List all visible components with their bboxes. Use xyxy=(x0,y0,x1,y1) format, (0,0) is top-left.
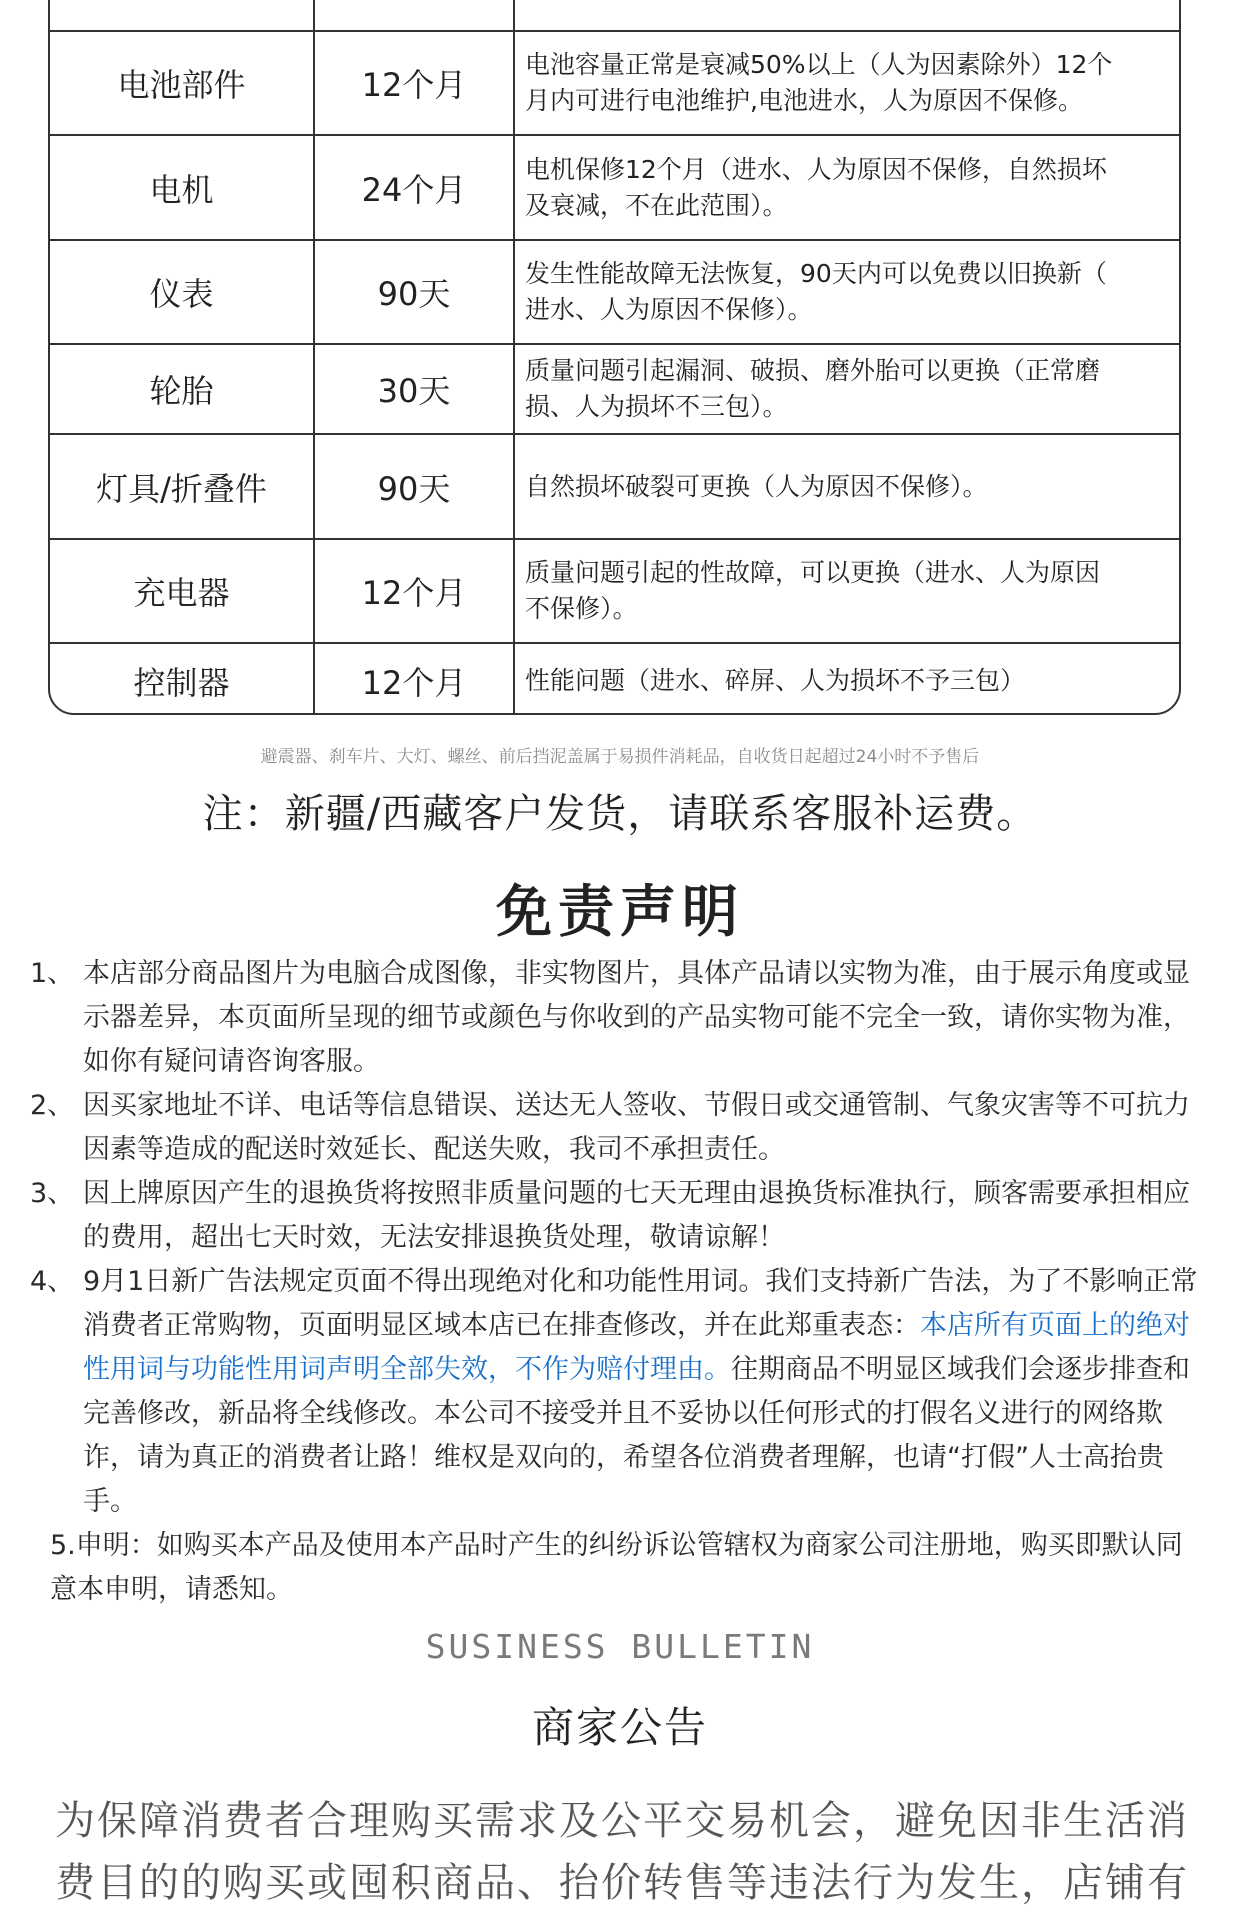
part-cell: 充电器 xyxy=(50,539,314,643)
warranty-terms-cell xyxy=(514,643,1179,715)
terms-line: 损、人为损坏不三包）。 xyxy=(525,392,788,421)
part-cell: 仪表 xyxy=(50,240,314,344)
clause-text: 9月1日新广告法规定页面不得出现绝对化和功能性用词。我们支持新广告法，为了不影响正常消费者正常购物，页面明显区域本店已在排查修改，并在此郑重表态： xyxy=(83,1266,1198,1341)
warranty-terms-cell xyxy=(514,539,1179,643)
terms-line: 质量问题引起漏洞、破损、磨外胎可以更换（正常磨 xyxy=(525,356,1101,385)
terms-line: 自然损坏破裂可更换（人为原因不保修）。 xyxy=(525,471,988,501)
table-row xyxy=(50,135,1179,240)
warranty-terms-cell xyxy=(514,135,1179,240)
clause-3 xyxy=(30,1172,1200,1260)
clause-5: 5.申明：如购买本产品及使用本产品时产生的纠纷诉讼管辖权为商家公司注册地，购买即默认同意本申明，请悉知。 xyxy=(50,1530,1183,1605)
part-cell xyxy=(50,0,314,31)
table-row xyxy=(50,434,1179,539)
clause-text: 往期商品不明显区域我们会逐步排查和完善修改，新品将全线修改。本公司不接受并且不妥协以任何形式的打假名义进行的网络欺诈，请为真正的消费者让路！维权是双向的，希望各位消费者理解，也请“打假”人士高抬贵手。 xyxy=(83,1354,1190,1517)
clause-number: 2、 xyxy=(30,1090,75,1121)
table-row xyxy=(50,539,1179,643)
warranty-period-cell: 12个月 xyxy=(314,539,514,643)
part-cell: 电机 xyxy=(50,135,314,240)
warranty-period-cell: 90天 xyxy=(314,434,514,539)
terms-line: 性能问题（进水、碎屏、人为损坏不予三包） xyxy=(525,665,1026,695)
clause-text: 因上牌原因产生的退换货将按照非质量问题的七天无理由退换货标准执行，顾客需要承担相应的费用，超出七天时效，无法安排退换货处理，敬请谅解！ xyxy=(83,1178,1190,1253)
bulletin-line: 为保障消费者合理购买需求及公平交易机会，避免因非生活消 xyxy=(55,1798,1189,1844)
bulletin-body xyxy=(55,1790,1195,1914)
terms-line: 电池容量正常是衰减50%以上（人为因素除外）12个 xyxy=(525,50,1113,79)
warranty-terms-cell xyxy=(514,240,1179,344)
clause-1 xyxy=(30,952,1200,1084)
terms-line: 不保修）。 xyxy=(525,594,638,623)
table-row xyxy=(50,31,1179,135)
warranty-period-cell: 30天 xyxy=(314,344,514,434)
clause-number: 3、 xyxy=(30,1178,75,1209)
warranty-period-cell xyxy=(314,0,514,31)
disclaimer-clauses xyxy=(30,952,1200,1612)
clause-4 xyxy=(30,1260,1200,1524)
consumables-note: 避震器、刹车片、大灯、螺丝、前后挡泥盖属于易损件消耗品，自收货日起超过24小时不予售后 xyxy=(260,747,980,767)
terms-line: 进水、人为原因不保修）。 xyxy=(525,295,813,324)
clause-2 xyxy=(30,1084,1200,1172)
terms-line: 月内可进行电池维护,电池进水，人为原因不保修。 xyxy=(525,86,1083,115)
warranty-terms-cell xyxy=(514,344,1179,434)
warranty-period-cell: 12个月 xyxy=(314,31,514,135)
table-row xyxy=(50,344,1179,434)
shipping-note: 注：新疆/西藏客户发货，请联系客服补运费。 xyxy=(202,791,1038,837)
warranty-terms-cell xyxy=(514,31,1179,135)
warranty-period-cell: 12个月 xyxy=(314,643,514,715)
disclaimer-title: 免责声明 xyxy=(496,880,744,945)
warranty-terms-cell xyxy=(514,0,1179,31)
table-row xyxy=(50,643,1179,715)
clause-text: 因买家地址不详、电话等信息错误、送达无人签收、节假日或交通管制、气象灾害等不可抗力因素等造成的配送时效延长、配送失败，我司不承担责任。 xyxy=(83,1090,1190,1165)
clause-highlight: 本店所有页面上的绝对性用词与功能性用词声明全部失效，不作为赔付理由。 xyxy=(83,1310,1190,1385)
warranty-period-cell: 24个月 xyxy=(314,135,514,240)
warranty-table xyxy=(48,0,1181,715)
terms-line: 电机保修12个月（进水、人为原因不保修，自然损坏 xyxy=(525,154,1107,184)
part-cell: 控制器 xyxy=(50,643,314,715)
bulletin-line: 费目的的购买或囤积商品、抬价转售等违法行为发生，店铺有 xyxy=(55,1860,1189,1906)
terms-line: 质量问题引起的性故障，可以更换（进水、人为原因 xyxy=(525,558,1101,587)
part-cell: 灯具/折叠件 xyxy=(50,434,314,539)
table-row xyxy=(50,240,1179,344)
part-cell: 电池部件 xyxy=(50,31,314,135)
warranty-table-grid xyxy=(50,0,1179,715)
clause-number: 1、 xyxy=(30,958,75,989)
bulletin-english-title: SUSINESS BULLETIN xyxy=(425,1627,815,1666)
terms-line: 及衰减，不在此范围）。 xyxy=(525,190,788,220)
clause-number: 4、 xyxy=(30,1266,75,1297)
warranty-period-cell: 90天 xyxy=(314,240,514,344)
terms-line: 发生性能故障无法恢复，90天内可以免费以旧换新（ xyxy=(525,259,1107,288)
bulletin-title: 商家公告 xyxy=(531,1703,708,1752)
table-row xyxy=(50,0,1179,31)
part-cell: 轮胎 xyxy=(50,344,314,434)
clause-text: 本店部分商品图片为电脑合成图像，非实物图片，具体产品请以实物为准，由于展示角度或显示器差异，本页面所呈现的细节或颜色与你收到的产品实物可能不完全一致，请你实物为准，如你有疑问请咨询客服。 xyxy=(83,958,1190,1077)
warranty-terms-cell xyxy=(514,434,1179,539)
